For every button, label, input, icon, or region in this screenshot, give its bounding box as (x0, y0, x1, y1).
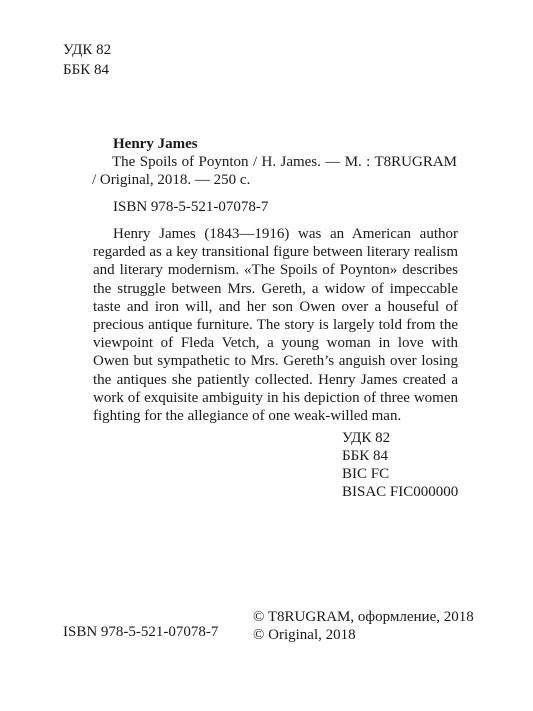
isbn-bottom: ISBN 978-5-521-07078-7 (63, 624, 219, 640)
classification-codes (342, 429, 458, 501)
isbn-main: ISBN 978-5-521-07078-7 (113, 199, 269, 215)
bisac-code: BISAC FIC000000 (342, 484, 459, 500)
copyright-design: © T8RUGRAM, оформление, 2018 (253, 609, 474, 625)
author-name: Henry James (113, 136, 198, 152)
copyright-original: © Original, 2018 (253, 627, 356, 643)
udk-code: УДК 82 (63, 42, 112, 58)
bibliographic-entry: The Spoils of Poynton / H. James. — M. : T8RUGRAM / Original, 2018. — 250 c. (92, 154, 457, 188)
copyright-block (253, 608, 474, 644)
bbk-code: ББК 84 (63, 62, 109, 78)
bic-code: BIC FC (342, 466, 390, 482)
udk-code: УДК 82 (342, 430, 391, 446)
book-abstract: Henry James (1843—1916) was an American author regarded as a key transitional figure between literary realism and literary modernism. «The Spoils of Poynton» describes the struggle between Mrs. Gereth, a widow of impeccable taste and iron will, and her son Owen over a houseful of precious antique furniture. The story is largely told from the viewpoint of Fleda Vetch, a young woman in love with Owen but sympathetic to Mrs. Gereth’s anguish over losing the antiques she patiently collected. Henry James created a work of exquisite ambiguity in his depiction of three women fighting for the allegiance of one weak-willed man. (93, 226, 458, 425)
top-classification-codes (63, 40, 111, 80)
bbk-code: ББК 84 (342, 448, 388, 464)
